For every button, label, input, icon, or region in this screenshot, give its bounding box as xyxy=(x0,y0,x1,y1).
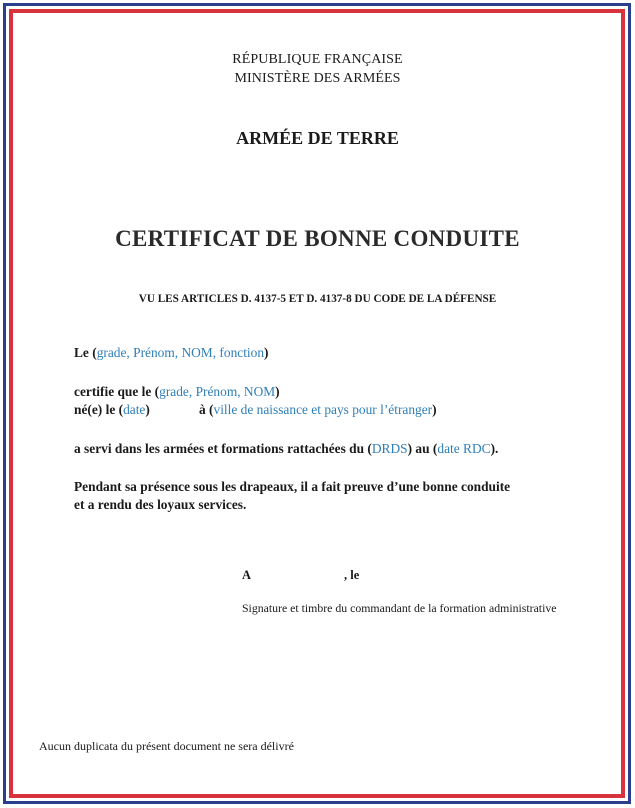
place-label: A xyxy=(242,568,252,582)
line-service xyxy=(74,441,498,457)
certificate-title: CERTIFICAT DE BONNE CONDUITE xyxy=(115,226,520,251)
line-birth xyxy=(74,402,150,418)
birth-place-placeholder: ville de naissance et pays pour l’étranger xyxy=(213,402,433,417)
republic-heading: RÉPUBLIQUE FRANÇAISE xyxy=(232,52,403,67)
line-birth-suffix: ) xyxy=(432,402,437,417)
line-certifies xyxy=(74,384,280,400)
date-label: , le xyxy=(344,568,360,582)
army-heading: ARMÉE DE TERRE xyxy=(236,128,399,148)
line-birth-a: à ( xyxy=(199,402,214,417)
line-service-prefix: a servi dans les armées et formations rattachées du ( xyxy=(74,441,372,456)
ministry-heading: MINISTÈRE DES ARMÉES xyxy=(234,71,401,86)
line-birth-prefix: né(e) le ( xyxy=(74,402,124,417)
conduct-statement-line2: et a rendu des loyaux services. xyxy=(74,497,247,512)
holder-placeholder: grade, Prénom, NOM xyxy=(159,384,276,399)
drds-placeholder: DRDS xyxy=(371,441,408,456)
line-issuer-suffix: ) xyxy=(264,345,269,360)
line-certifies-suffix: ) xyxy=(275,384,280,399)
birth-date-placeholder: date xyxy=(123,402,146,417)
legal-reference: VU LES ARTICLES D. 4137-5 ET D. 4137-8 DU CODE DE LA DÉFENSE xyxy=(138,293,497,305)
conduct-statement-line1: Pendant sa présence sous les drapeaux, il a fait preuve d’une bonne conduite xyxy=(74,479,511,494)
line-issuer xyxy=(74,345,269,361)
issuer-placeholder: grade, Prénom, NOM, fonction xyxy=(96,345,265,360)
rdc-date-placeholder: date RDC xyxy=(437,441,491,456)
line-birth-close: ) xyxy=(145,402,150,417)
line-certifies-prefix: certifie que le ( xyxy=(74,384,160,399)
line-service-suffix: ). xyxy=(490,441,499,456)
footer-notice: Aucun duplicata du présent document ne sera délivré xyxy=(39,739,294,753)
line-birth-place xyxy=(199,402,437,418)
signature-caption: Signature et timbre du commandant de la formation administrative xyxy=(242,601,557,615)
line-issuer-prefix: Le ( xyxy=(74,345,97,360)
line-service-mid: ) au ( xyxy=(407,441,438,456)
